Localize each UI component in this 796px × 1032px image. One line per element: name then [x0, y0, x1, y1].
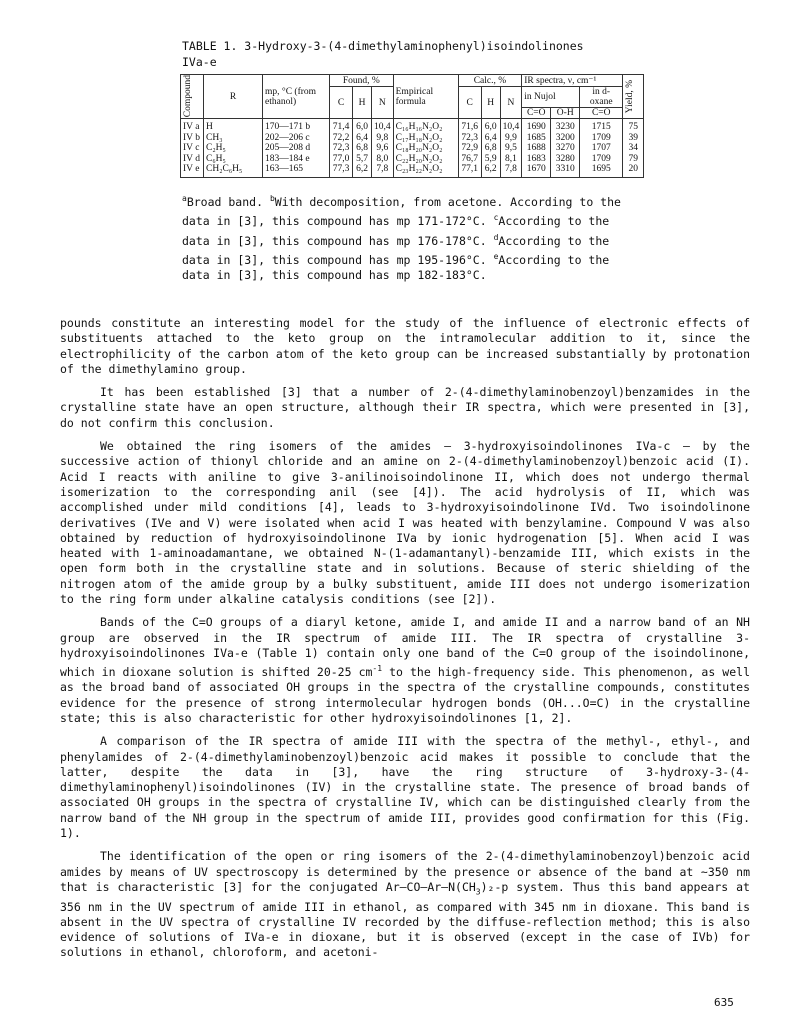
cell-fc: 71,4	[330, 119, 353, 133]
cell-dco: 1709	[580, 154, 623, 165]
table-row	[181, 164, 644, 177]
cell-fn: 9,6	[372, 143, 394, 154]
table-caption	[182, 38, 642, 70]
cell-ch: 6,0	[481, 119, 500, 133]
cell-fc: 77,0	[330, 154, 353, 165]
cell-cc: 77,1	[458, 164, 481, 177]
paragraph-2: It has been established [3] that a number of 2-(4-dimethylaminobenzoyl)benzamides in the crystalline state have an open structure, although their IR spectra, which were presented in [3], do not confirm this conclusion.	[60, 385, 750, 430]
cell-cc: 71,6	[458, 119, 481, 133]
cell-oh: 3230	[551, 119, 580, 133]
cell-formula: C₂₂H₂₀N₂O₂	[393, 154, 458, 165]
cell-oh: 3310	[551, 164, 580, 177]
cell-fh: 5,7	[353, 154, 372, 165]
cell-co: 1685	[522, 133, 551, 144]
cell-cc: 72,9	[458, 143, 481, 154]
cell-co: 1690	[522, 119, 551, 133]
body-text	[60, 316, 750, 969]
cell-mp: 183—184 e	[263, 154, 330, 165]
table-row	[181, 154, 644, 165]
footnote-c-mark: c	[493, 213, 499, 223]
cell-yield: 75	[623, 119, 644, 133]
footnote-e-mark: e	[493, 251, 499, 261]
table-row	[181, 143, 644, 154]
cell-co: 1670	[522, 164, 551, 177]
footnote-c: According to the data in [3], this compound has mp 176-178°C.	[182, 214, 610, 248]
footnote-b: With decomposition, from acetone. According to the data in [3], this compound has mp 171-172°C.	[182, 194, 621, 229]
cell-fh: 6,4	[353, 133, 372, 144]
cell-fh: 6,2	[353, 164, 372, 177]
paragraph-5: A comparison of the IR spectra of amide III with the spectra of the methyl-, ethyl-, and phenylamides of 2-(4-dimethylaminobenzoyl)benzoic acid makes it possible to conclude that the latter, despite the data in [3], have the ring structure of 3-hydroxy-3-(4-dimethylaminophenyl)isoindolinones (IV) in the crystalline state. The presence of broad bands of associated OH groups in the spectra of crystalline IV, which can be distinguished clearly from the narrow band of the NH group in the spectrum of amide III, provides good confirmation for this (Fig. 1).	[60, 734, 750, 841]
header-nujol: in Nujol	[522, 87, 580, 108]
footnote-b-mark: b	[269, 194, 275, 203]
paragraph-6-part-a: The identification of the open or ring isomers of the 2-(4-dimethylaminobenzoyl)benzoic acid amides by means of UV spectroscopy is determined by the presence or absence of the band at ~350 nm that is characteristic [3] for the conjugated Ar—CO—Ar—N(CH	[60, 849, 750, 894]
header-calc-c: C	[458, 87, 481, 119]
cell-co: 1688	[522, 143, 551, 154]
cell-fn: 9,8	[372, 133, 394, 144]
cell-fn: 8,0	[372, 154, 394, 165]
cell-cn: 9,5	[500, 143, 522, 154]
table-caption-line1: TABLE 1. 3-Hydroxy-3-(4-dimethylaminophenyl)isoindolinones	[182, 39, 584, 53]
cell-cn: 8,1	[500, 154, 522, 165]
cell-formula: C₁₆H₁₆N₂O₂	[393, 119, 458, 133]
cell-oh: 3200	[551, 133, 580, 144]
paragraph-4-superscript: -1	[372, 664, 383, 674]
cell-fh: 6,8	[353, 143, 372, 154]
cell-yield: 34	[623, 143, 644, 154]
cell-cc: 76,7	[458, 154, 481, 165]
header-nujol-oh: O-H	[551, 108, 580, 119]
cell-ch: 6,8	[481, 143, 500, 154]
paragraph-4	[60, 615, 750, 726]
cell-compound: IV a	[181, 119, 204, 133]
cell-formula: C₁₈H₂₀N₂O₂	[393, 143, 458, 154]
cell-mp: 163—165	[263, 164, 330, 177]
cell-yield: 39	[623, 133, 644, 144]
paragraph-6-subscript: 3	[475, 887, 481, 897]
paragraph-4-part-a: Bands of the C=O groups of a diaryl ketone, amide I, and amide II and a narrow band of an NH group are observed in the IR spectrum of amide III. The IR spectra of crystalline 3-hydroxyisoindolinones IVa-e (Table 1) contain only one band of the C=O group of the isoindolinone, which in dioxane solution is shifted 20-25 cm	[60, 615, 750, 680]
header-dioxane-co: C=O	[580, 108, 623, 119]
cell-fc: 72,2	[330, 133, 353, 144]
header-mp: mp, °C (from ethanol)	[263, 75, 330, 119]
header-nujol-co: C=O	[522, 108, 551, 119]
header-yield: Yield, %	[623, 75, 644, 119]
table-row	[181, 119, 644, 133]
cell-dco: 1715	[580, 119, 623, 133]
cell-cn: 9,9	[500, 133, 522, 144]
footnote-d: According to the data in [3], this compound has mp 195-196°C.	[182, 233, 610, 267]
table-footnotes	[182, 191, 622, 284]
page-number: 635	[714, 996, 734, 1009]
cell-cn: 10,4	[500, 119, 522, 133]
header-found-c: C	[330, 87, 353, 119]
cell-ch: 6,2	[481, 164, 500, 177]
cell-fh: 6,0	[353, 119, 372, 133]
cell-dco: 1707	[580, 143, 623, 154]
data-table	[180, 74, 644, 178]
footnote-a: Broad band.	[186, 194, 263, 209]
cell-r: H	[204, 119, 263, 133]
cell-fn: 10,4	[372, 119, 394, 133]
cell-formula: C₁₇H₁₈N₂O₂	[393, 133, 458, 144]
cell-ch: 6,4	[481, 133, 500, 144]
header-found-n: N	[372, 87, 394, 119]
footnote-e: According to the data in [3], this compound has mp 182-183°C.	[182, 252, 610, 283]
cell-cc: 72,3	[458, 133, 481, 144]
cell-fc: 72,3	[330, 143, 353, 154]
cell-mp: 202—206 c	[263, 133, 330, 144]
cell-co: 1683	[522, 154, 551, 165]
header-compound: Compound	[181, 75, 204, 119]
cell-fn: 7,8	[372, 164, 394, 177]
cell-oh: 3280	[551, 154, 580, 165]
cell-compound: IV b	[181, 133, 204, 144]
cell-dco: 1709	[580, 133, 623, 144]
header-empirical: Empirical formula	[393, 75, 458, 119]
paragraph-4-part-b: to the high-frequency side. This phenomenon, as well as the broad band of associated OH groups in the spectra of the crystalline compounds, constitutes evidence for the presence of strong intermolecular hydrogen bonds (OH...O=C) in the crystalline state; this is also characteristic for other hydroxyisoindolinones [1, 2].	[60, 665, 750, 725]
cell-ch: 5,9	[481, 154, 500, 165]
cell-r: C₆H₅	[204, 154, 263, 165]
cell-r: CH₃	[204, 133, 263, 144]
paragraph-1: pounds constitute an interesting model for the study of the influence of electronic effects of substituents attached to the keto group on the intramolecular addition to it, since the electrophilicity of the carbon atom of the keto group can be increased substantially by protonation of the dimethylamino group.	[60, 316, 750, 376]
header-dioxane: in d-oxane	[580, 87, 623, 108]
cell-compound: IV d	[181, 154, 204, 165]
header-calc-h: H	[481, 87, 500, 119]
cell-oh: 3270	[551, 143, 580, 154]
cell-yield: 20	[623, 164, 644, 177]
cell-compound: IV c	[181, 143, 204, 154]
header-r: R	[204, 75, 263, 119]
cell-fc: 77,3	[330, 164, 353, 177]
cell-r: C₂H₅	[204, 143, 263, 154]
header-calc-n: N	[500, 87, 522, 119]
table-row	[181, 133, 644, 144]
header-calc: Calc., %	[458, 75, 522, 87]
header-found: Found, %	[330, 75, 394, 87]
paragraph-6-part-b: )₂-p system. Thus this band appears at 356 nm in the UV spectrum of amide III in ethanol, as compared with 345 nm in dioxane. This band is absent in the UV spectra of crystalline IV recorded by the diffuse-reflection method; this is also evidence of solutions of IVa-e in dioxane, but it is observed (except in the case of IVb) for solutions in ethanol, chloroform, and acetoni-	[60, 879, 750, 960]
cell-cn: 7,8	[500, 164, 522, 177]
cell-compound: IV e	[181, 164, 204, 177]
cell-mp: 205—208 d	[263, 143, 330, 154]
footnote-d-mark: d	[493, 232, 499, 242]
cell-dco: 1695	[580, 164, 623, 177]
header-ir: IR spectra, ν, cm⁻¹	[522, 75, 623, 87]
cell-formula: C₂₃H₂₂N₂O₂	[393, 164, 458, 177]
header-found-h: H	[353, 87, 372, 119]
cell-yield: 79	[623, 154, 644, 165]
paragraph-6	[60, 849, 750, 960]
paragraph-3: We obtained the ring isomers of the amides — 3-hydroxyisoindolinones IVa-c — by the successive action of thionyl chloride and an amine on 2-(4-dimethylaminobenzoyl)benzoic acid (I). Acid I reacts with aniline to give 3-anilinoisoindolinone II, which does not undergo thermal isomerization to the corresponding anil (see [4]). The acid hydrolysis of II, which was accomplished under mild conditions [4], leads to 3-hydroxyisoindolinone IVd. Two isoindolinone derivatives (IVe and V) were isolated when acid I was heated with benzylamine. Compound V was also obtained by reduction of hydroxyisoindolinone IVa by ionic hydrogenation [5]. When acid I was heated with 1-aminoadamantane, we obtained N-(1-adamantanyl)-benzamide III, which exists in the open form both in the crystalline state and in solutions. Because of steric shielding of the nitrogen atom of the amide group by a bulky substituent, amide III does not undergo isomerization to the ring form under alkaline catalysis conditions (see [2]).	[60, 439, 750, 607]
cell-r: CH₂C₆H₅	[204, 164, 263, 177]
cell-mp: 170—171 b	[263, 119, 330, 133]
table-caption-line2: IVa-e	[182, 55, 217, 69]
footnote-a-mark: a	[182, 194, 187, 203]
